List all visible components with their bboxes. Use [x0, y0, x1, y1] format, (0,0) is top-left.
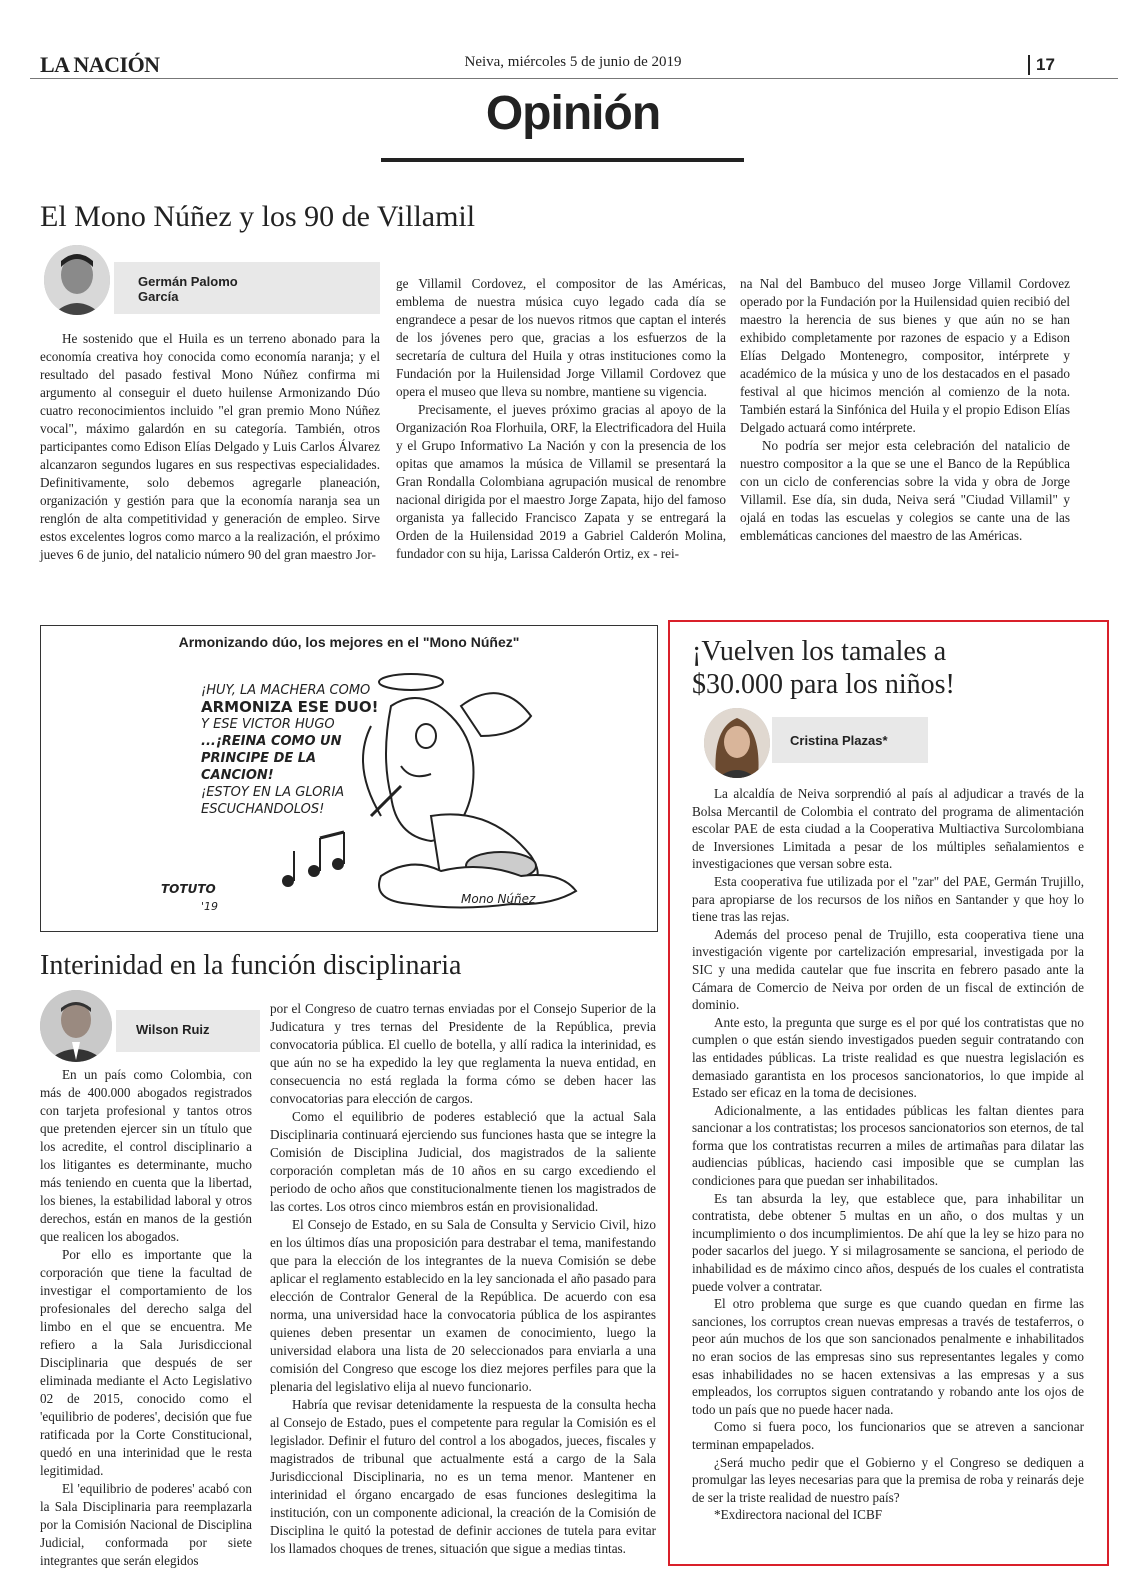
masthead-logo: LA NACIÓN	[40, 52, 160, 77]
paragraph: Ante esto, la pregunta que surge es el por qué los contratistas que no cumplen o que están siendo investigados pueden seguir contratando con las entidades públicas. La triste realidad es que nuestra legislación es demasiado garantista en los procesos sancionatorios, lo que impide al Estado ser eficaz en la toma de decisiones.	[692, 1014, 1084, 1101]
speech-line: ¡ESTOY EN LA GLORIA	[201, 785, 345, 800]
paragraph: por el Congreso de cuatro ternas enviadas por el Consejo Superior de la Judicatura y tres ternas del Presidente de la República, previa convocatoria pública. El cuello de botella, y allí radica la interinidad, es que aún no se ha expedido la ley que reglamenta la nueva entidad, en consecuencia no está reglada la forma cómo se deben hacer las convocatorias para elección de cargos.	[270, 1001, 656, 1106]
header-rule	[30, 78, 1118, 79]
article1-title: El Mono Núñez y los 90 de Villamil	[40, 200, 476, 233]
paragraph: na Nal del Bambuco del museo Jorge Villamil Cordovez operado por la Fundación por la Huilensidad quien recibió del maestro la herencia de sus bienes y que aún no se han exhibido completamente por razones de espacio y a Edison Elías Delgado Montenegro, compositor, intérprete y académico de la música y uno de los destacados en el pasado festival al que hicimos mención al comienzo de la nota. También estará la Sinfónica del Huila y el propio Edison Elías Delgado actuará como intérprete.	[740, 276, 1070, 435]
author-name-line2: García	[138, 289, 179, 304]
author-photo-ruiz	[40, 990, 112, 1062]
cartoon-year: '19	[201, 900, 219, 913]
cartoonist-signature: TOTUTO	[161, 882, 216, 896]
author-photo-palomo	[44, 245, 110, 315]
section-title: Opinión	[485, 87, 661, 140]
paragraph: Precisamente, el jueves próximo gracias al apoyo de la Organización Roa Florhuila, ORF, la Electrificadora del Huila y el Grupo Informativo La Nación y con la presencia de los opitas que amamos la música de Villamil se presentará la Gran Rondalla Colombiana agrupación musical de renombre nacional dirigida por el maestro Jorge Zapata, hijo del famoso organista ya fallecido Francisco Zapata y se entregará la Orden de la Huilensidad 2019 a Gabriel Calderón Molina, fundador con su hija, Larissa Calderón Ortiz, ex - rei-	[396, 402, 726, 561]
byline-ruiz	[116, 1010, 260, 1052]
title-line: $30.000 para los niños!	[692, 669, 955, 700]
author-photo-plazas	[704, 708, 770, 778]
byline-plazas	[772, 717, 928, 763]
paragraph: Como si fuera poco, los funcionarios que se atreven a sancionar terminan empapelados.	[692, 1419, 1084, 1452]
dateline: Neiva, miércoles 5 de junio de 2019	[464, 54, 682, 70]
article2-column-2	[270, 1000, 656, 1558]
speech-line: CANCION!	[201, 768, 274, 783]
paragraph: He sostenido que el Huila es un terreno abonado para la economía creativa hoy conocida como economía naranja; y el resultado del pasado festival Mono Núñez confirma mi argumento al conseguir el dueto huilense Armonizando Dúo cuatro reconocimientos incluido "el gran premio Mono Núñez vocal", máximo galardón en su categoría. También, otros participantes como Edison Elías Delgado y Luis Carlos Álvarez alcanzaron segundos lugares en sus respectivas especialidades. Definitivamente, solo debemos agregarle planeación, organización y gestión para que la economía naranja sea un renglón de alta competitividad y generación de empleo. Sirve estos excelentes logros como marco a la realización, el próximo jueves 6 de junio, del natalicio número 90 del gran maestro Jor-	[40, 331, 380, 562]
portrait-icon	[40, 990, 112, 1062]
paragraph: Por ello es importante que la corporación que tiene la facultad de investigar el comportamiento de los profesionales del derecho salga del limbo en el que se encuentra. Me refiero a la Sala Jurisdiccional Disciplinaria que después de ser eliminada mediante el Acto Legislativo 02 de 2015, conocido como el 'equilibrio de poderes', decisión que fue ratificada por la Corte Constitucional, quedó en una interinidad que le resta legitimidad.	[40, 1247, 252, 1478]
article1-column-2	[396, 275, 726, 563]
byline-palomo	[114, 262, 380, 314]
title-line: ¡Vuelven los tamales a	[692, 636, 947, 667]
portrait-icon	[44, 245, 110, 315]
paragraph: El otro problema que surge es que cuando quedan en firme las sanciones, los corruptos crean nuevas empresas a través de testaferros, o peor aún muchos de los que son sancionados penalmente e inhabilitados no eran socios de las empresas sino sus representantes legales y como esas inhabilidades no se hacen extensivas a las empresas y a sus empleados, los corruptos siguen contratando y robando ante los ojos de todo un país que no puede hacer nada.	[692, 1296, 1084, 1417]
paragraph: Habría que revisar detenidamente la respuesta de la consulta hecha al Consejo de Estado, pues el competente para regular la Comisión es el legislador. Definir el futuro del control a los abogados, jueces, fiscales y magistrados de tribunal que actualmente está a cargo de la Sala Jurisdiccional Disciplinaria, no es un tema menor. Mantener en interinidad el órgano encargado de esas funciones deslegitima la institución, con un componente adicional, la creación de la Comisión de Disciplina le quitó la potestad de definir acciones de tutela para evitar los llamados choques de trenes, situación que sigue a medias tintas.	[270, 1397, 656, 1556]
author-name: Wilson Ruiz	[136, 1022, 210, 1037]
section-rule	[381, 158, 744, 162]
paragraph: No podría ser mejor esta celebración del natalicio de nuestro compositor a la que se une el Banco de la República con un ciclo de conferencias sobre la vida y obra de Jorge Villamil. Ese día, sin duda, Neiva será "Ciudad Villamil" y ojalá en todas las escuelas y colegios se cante una de las emblemáticas canciones del maestro de las Américas.	[740, 438, 1070, 543]
speech-line: PRINCIPE DE LA	[201, 751, 317, 766]
paragraph: En un país como Colombia, con más de 400.000 abogados registrados con tarjeta profesional y tantos otros que pretenden ejercer sin un título que los acredite, el control disciplinario a los litigantes es determinante, mucho más teniendo en cuenta que la libertad, los bienes, la estabilidad laboral y otros derechos, están en manos de la gestión que realicen los abogados.	[40, 1067, 252, 1244]
cartoon-title: Armonizando dúo, los mejores en el "Mono Núñez"	[178, 634, 520, 650]
speech-line: ESCUCHANDOLOS!	[201, 802, 325, 817]
paragraph: Esta cooperativa fue utilizada por el "zar" del PAE, Germán Trujillo, para apropiarse de los recursos de los niños en Santander y que hoy lo tiene tras las rejas.	[692, 873, 1084, 925]
article3-title	[692, 635, 955, 701]
angel-illustration-icon	[351, 666, 591, 916]
portrait-icon	[704, 708, 770, 778]
author-name-line1: Germán Palomo	[138, 274, 238, 289]
paragraph: El Consejo de Estado, en su Sala de Consulta y Servicio Civil, hizo en los últimos días una proposición para destrabar el tema, manifestando que para la elección de los integrantes de la nueva Comisión se debe aplicar el reglamento establecido en la ley sancionada el año pasado para elección de Contralor General de la República. De acuerdo con esa norma, una universidad hace la convocatoria pública de los aspirantes quienes deben presentar un examen de conocimiento, luego la universidad elabora una lista de 20 seleccionados para enviarla a una comisión del Congreso que escoge los diez mejores perfiles para que la plenaria del legislativo elija al nuevo funcionario.	[270, 1217, 656, 1394]
paragraph: El 'equilibrio de poderes' acabó con la Sala Disciplinaria para reemplazarla por la Comisión Nacional de Disciplina Judicial, conformada por siete integrantes que serán elegidos	[40, 1481, 252, 1568]
article2-column-1	[40, 1066, 252, 1570]
article2-title: Interinidad en la función disciplinaria	[40, 950, 462, 981]
article1-column-3	[740, 275, 1070, 545]
cartoon	[40, 625, 658, 932]
page-number: 17	[1028, 55, 1055, 75]
paragraph: ge Villamil Cordovez, el compositor de las Américas, emblema de nuestra música cuyo legado cada día se engrandece a pesar de los nuevos ritmos que captan el interés de los jóvenes pero que, gracias a los esfuerzos de la secretaría de cultura del Huila y otras instituciones como la Fundación por la Huilensidad Jorge Villamil Cordovez que opera el museo que lleva su nombre, mantiene su vigencia.	[396, 276, 726, 399]
music-notes-icon	[276, 826, 356, 896]
speech-line: ...¡REINA COMO UN	[201, 734, 342, 749]
cloud-label: Mono Núñez	[461, 892, 536, 906]
footnote: *Exdirectora nacional del ICBF	[714, 1507, 883, 1523]
speech-line: ¡HUY, LA MACHERA COMO	[201, 683, 371, 698]
author-name: Cristina Plazas*	[790, 733, 888, 748]
paragraph: La alcaldía de Neiva sorprendió al país al adjudicar a través de la Bolsa Mercantil de Colombia el contrato del programa de alimentación escolar PAE de esta ciudad a la Cooperativa Multiactiva Surcolombiana de Inversiones Limitada a pesar de los múltiples señalamientos e investigaciones que versan sobre esta.	[692, 786, 1084, 872]
article1-column-1	[40, 330, 380, 564]
speech-line: ARMONIZA ESE DUO!	[201, 698, 379, 716]
paragraph: ¿Será mucho pedir que el Gobierno y el Congreso se dediquen a promulgar las leyes necesarias para que la premisa de roba y reinarás deje de ser la triste realidad de nuestro país?	[692, 1454, 1084, 1505]
paragraph: Además del proceso penal de Trujillo, esta cooperativa tiene una investigación vigente por cartelización empresarial, investigada por la SIC y una medida cautelar que fue inscrita en febrero pasado ante la Cámara de Comercio de Neiva por orden de un fiscal de extinción de dominio.	[692, 926, 1084, 1013]
paragraph: Es tan absurda la ley, que establece que, para inhabilitar un contratista, debe obtener 5 multas en un año, o dos multas y un incumplimiento o dos incumplimientos. De ahí que la ley se hizo para no poder sacarlos del juego. Y si milagrosamente se sanciona, el periodo de inhabilidad es de máximo cinco años, después de los cuales el contratista puede volver a contratar.	[692, 1190, 1084, 1294]
article3-column	[692, 785, 1084, 1524]
speech-line: Y ESE VICTOR HUGO	[201, 717, 335, 732]
paragraph: Como el equilibrio de poderes estableció que la actual Sala Disciplinaria continuará ejerciendo sus funciones hasta que se integre la Comisión de Disciplina Judicial, dos magistrados de la saliente corporación completan más de 10 años en su cargo excediendo el periodo de ocho años que constitucionalmente tienen los magistrados de las cortes. Los otros cinco miembros están en provisionalidad.	[270, 1109, 656, 1214]
paragraph: Adicionalmente, a las entidades públicas les faltan dientes para sancionar a los contratistas; los procesos sancionatorios son eternos, de tal forma que los contratistas recurren a miles de artimañas para dilatar las audiencias públicas, haciendo casi imposible que se cumplan las condiciones para que puedan ser inhabilitados.	[692, 1102, 1084, 1189]
